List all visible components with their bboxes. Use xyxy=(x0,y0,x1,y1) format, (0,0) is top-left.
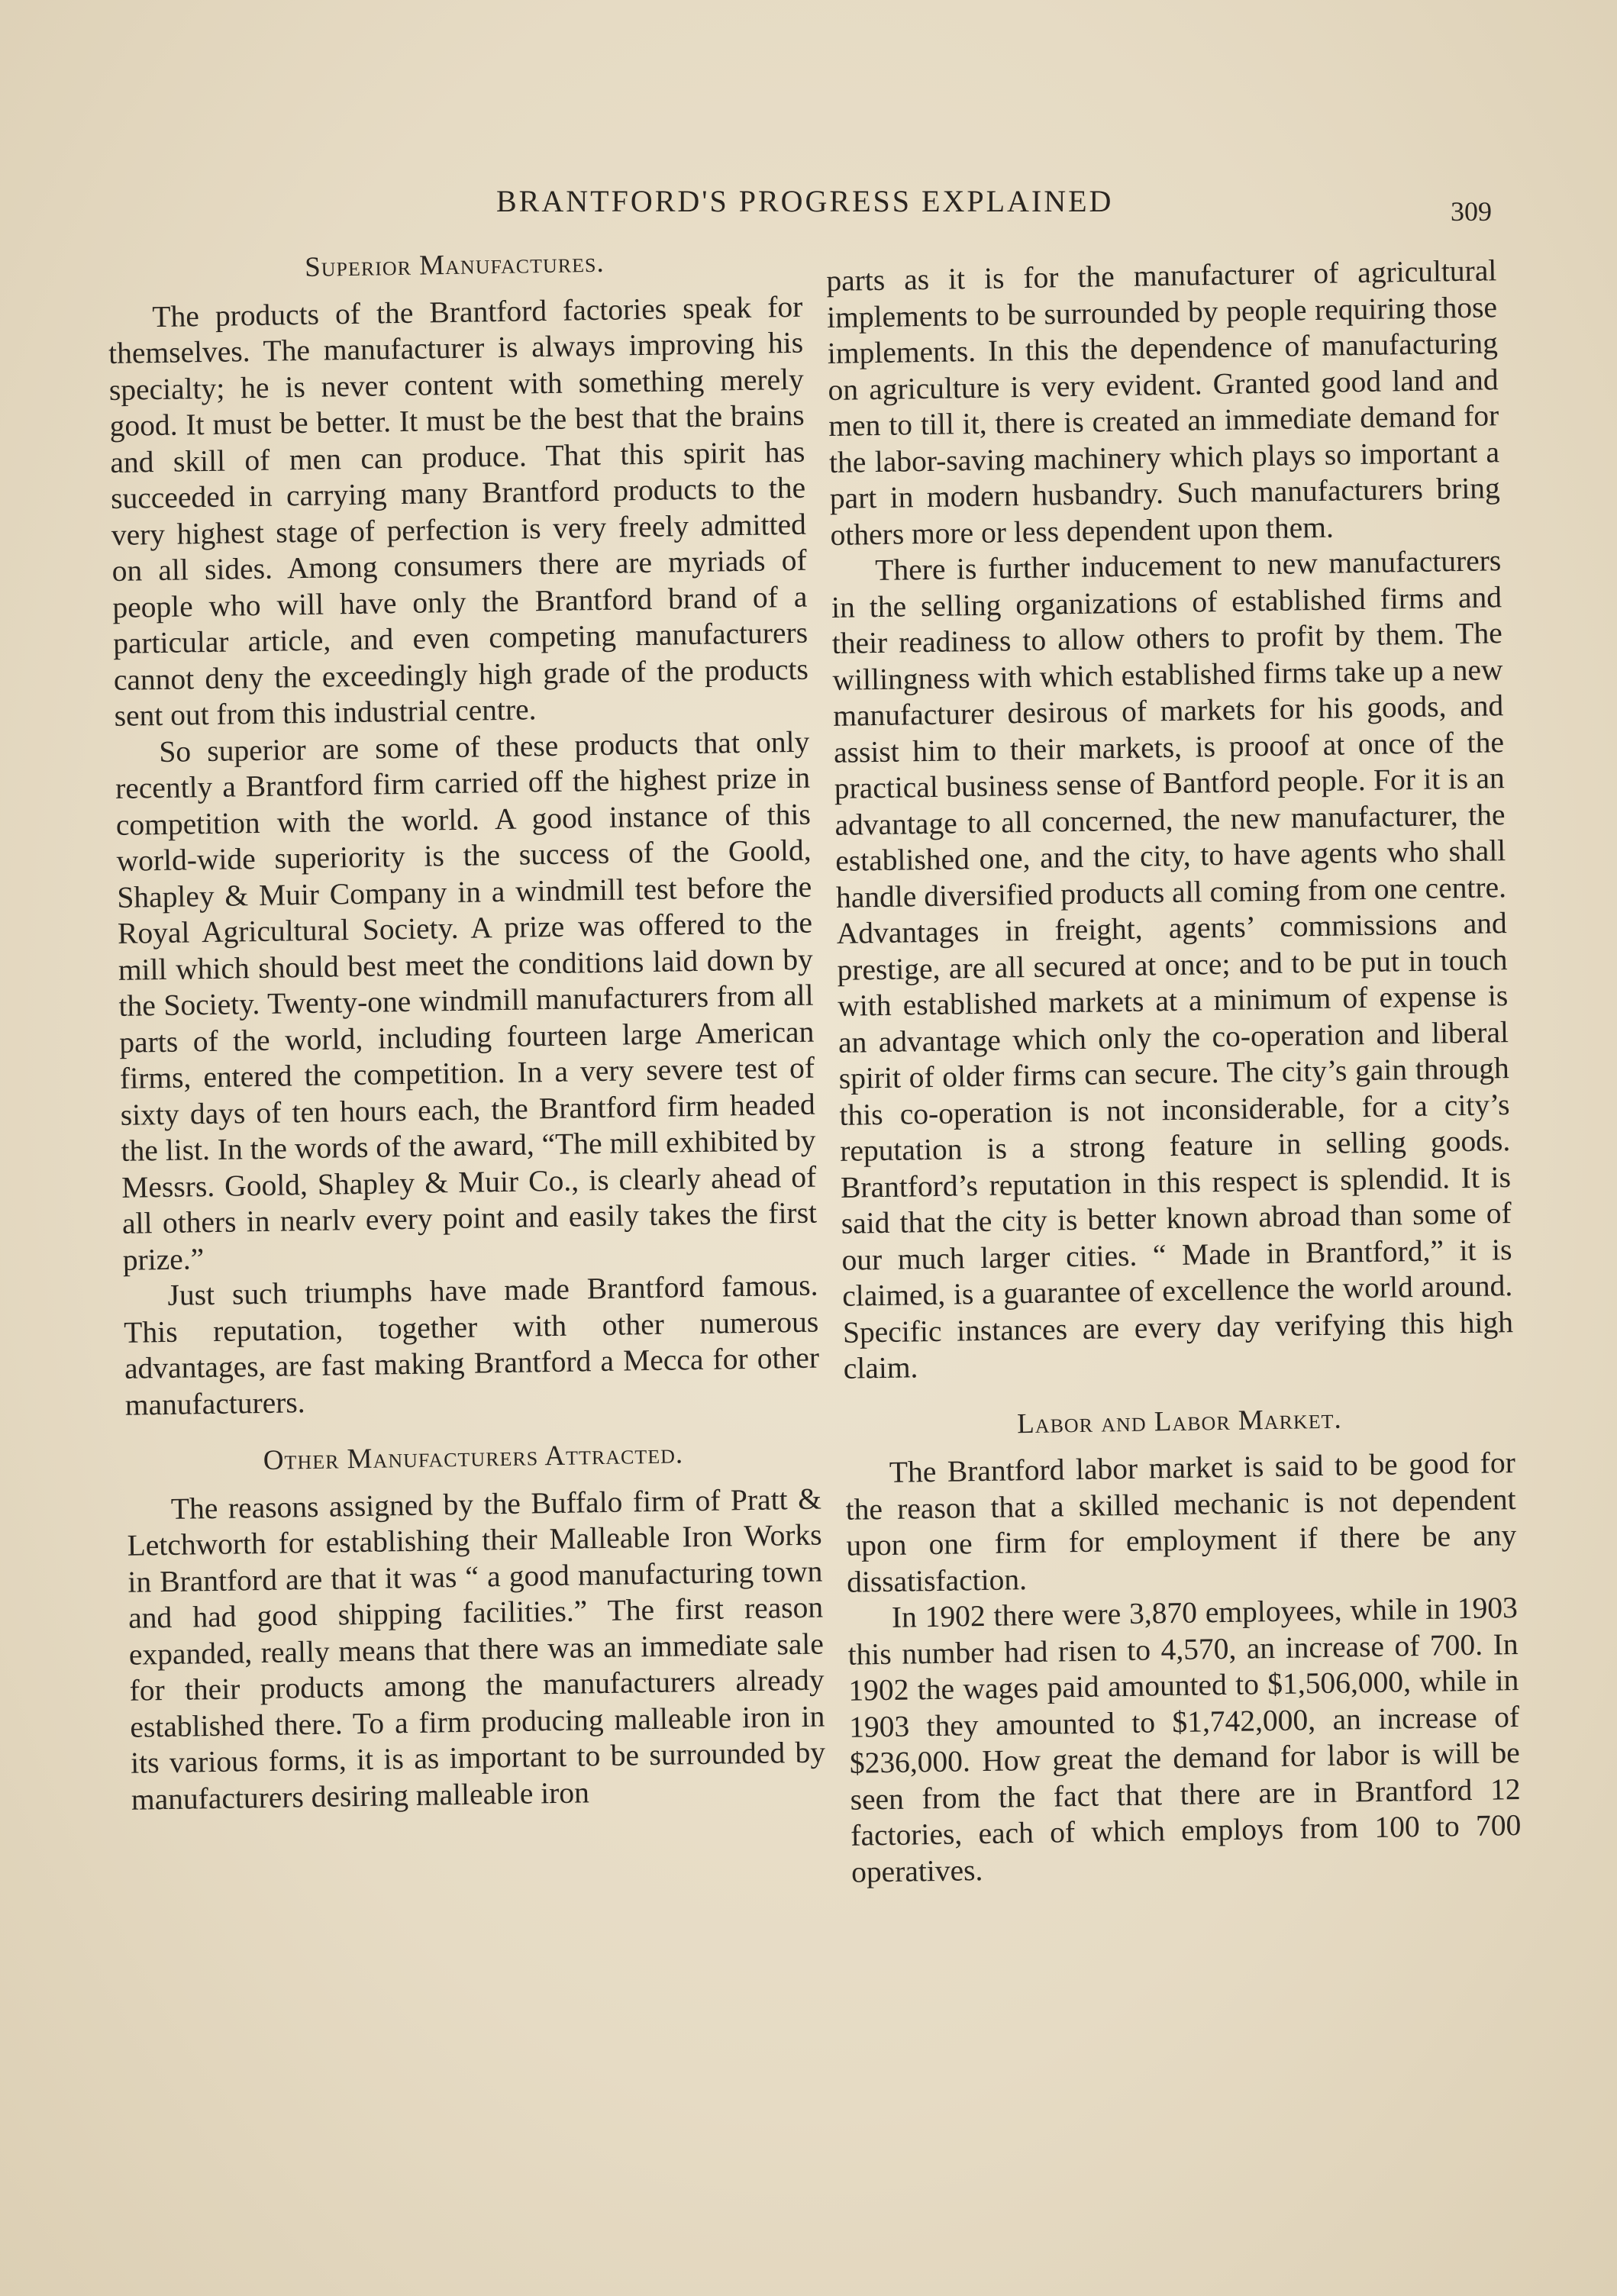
paragraph: There is further inducement to new manufacturers in the selling organizations of established firms and their readiness to allow others to profit by them. The willingness with which established firms take up a new manufacturer desirous of markets for his goods, and assist him to their markets, is prooof at once of the practical business sense of Bantford people. For it is an advantage to all concerned, the new manufacturer, the established one, and the city, to have agents who shall handle diversified products all coming from one centre. Advantages in freight, agents’ commissions and prestige, are all secured at once; and to be put in touch with established markets at a minimum of expense is an advantage which only the co-operation and liberal spirit of older firms can secure. The city’s gain through this co-operation is not inconsiderable, for a city’s reputation is a strong feature in selling goods. Brantford’s reputation in this respect is splendid. It is said that the city is better known abroad than some of our much larger cities. “ Made in Brantford,” it is claimed, is a guarantee of excellence the world around. Specific instances are every day verifying this high claim. xyxy=(831,543,1514,1385)
section-heading-superior-manufactures: Superior Manufactures. xyxy=(304,247,605,283)
section-heading-other-manufacturers: Other Manufacturers Attracted. xyxy=(263,1438,684,1476)
paragraph: Just such triumphs have made Brantford famous. This reputation, together with other numerous advantages, are fast making Brantford a Mecca for other manufacturers. xyxy=(123,1268,820,1422)
paragraph: The Brantford labor market is said to be good for the reason that a skilled mechanic is not dependent upon one firm for employment if there be any dissatisfaction. xyxy=(845,1446,1517,1599)
paragraph: The products of the Brantford factories speak for themselves. The manufacturer is always improving his specialty; he is never content with something merely good. It must be better. It must be the best that the brains and skill of men can produce. That this spirit has succeeded in carrying many Brantford products to the very highest stage of perfection is very freely admitted on all sides. Among consumers there are myriads of people who will have only the Brantford brand of a particular article, and even competing manufacturers cannot deny the exceedingly high grade of the products sent out from this industrial centre. xyxy=(108,289,809,733)
paragraph: The reasons assigned by the Buffalo firm of Pratt & Letchworth for establishing their Malleable Iron Works in Brantford are that it was “ a good manufacturing town and had good shipping facilities.” The first reason expanded, really means that there was an immediate sale for their products among the manufacturers already established there. To a firm producing malleable iron in its various forms, it is as important to be surrounded by manufacturers desiring malleable iron xyxy=(127,1482,826,1817)
left-column xyxy=(107,237,826,1818)
paragraph: So superior are some of these products that only recently a Brantford firm carried off the highest prize in competition with the world. A good instance of this world-wide superiority is the success of the Goold, Shapley & Muir Company in a windmill test before the Royal Agricultural Society. A prize was offered to the mill which should best meet the conditions laid down by the Society. Twenty-one windmill manufacturers from all parts of the world, including fourteen large American firms, entered the competition. In a very severe test of sixty days of ten hours each, the Brantford firm headed the list. In the words of the award, “The mill exhibited by Messrs. Goold, Shapley & Muir Co., is clearly ahead of all others in nearlv every point and easily takes the first prize.” xyxy=(115,724,818,1277)
page-number: 309 xyxy=(1451,196,1492,227)
running-title: BRANTFORD'S PROGRESS EXPLAINED xyxy=(496,184,1114,218)
paragraph: parts as it is for the manufacturer of agricultural implements to be surrounded by people requiring those implements. In this the dependence of manufacturing on agriculture is very evident. Granted good land and men to till it, there is created an immediate demand for the labor-saving machinery which plays so important a part in modern husbandry. Such manufacturers bring others more or less dependent upon them. xyxy=(826,253,1501,552)
section-heading-labor-market: Labor and Labor Market. xyxy=(1016,1403,1342,1440)
right-column xyxy=(826,253,1522,1891)
paragraph: In 1902 there were 3,870 employees, while in 1903 this number had risen to 4,570, an increase of 700. In 1902 the wages paid amounted to $1,506,000, while in 1903 they amounted to $1,742,000, an increase of $236,000. How great the demand for labor is will be seen from the fact that there are in Brantford 12 factories, each of which employs from 100 to 700 operatives. xyxy=(847,1590,1522,1889)
